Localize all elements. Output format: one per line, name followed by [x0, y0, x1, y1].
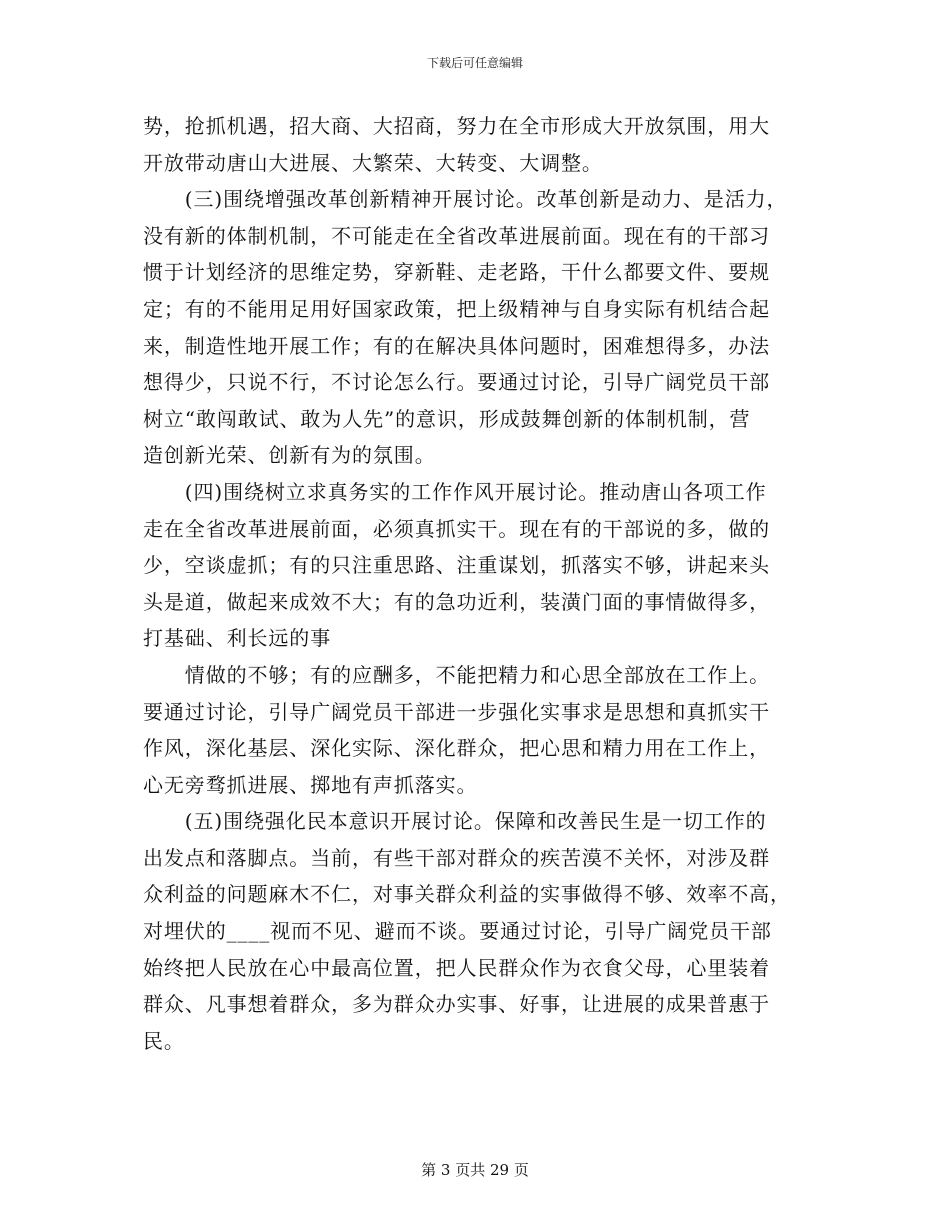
text-line: 势，抢抓机遇，招大商、大招商，努力在全市形成大开放氛围，用大: [143, 114, 770, 138]
text-line: 开放带动唐山大进展、大繁荣、大转变、大调整。: [143, 150, 603, 175]
text-line: 少，空谈虚抓；有的只注重思路、注重谋划，抓落实不够，讲起来头: [143, 553, 770, 578]
text-line: 没有新的体制机制，不可能走在全省改革进展前面。现在有的干部习: [143, 223, 770, 248]
text-line: 惯于计划经济的思维定势，穿新鞋、走老路，干什么都要文件、要规: [143, 260, 770, 285]
paragraph: [143, 108, 813, 181]
paragraph: [143, 657, 813, 803]
paragraph: [143, 474, 813, 657]
paragraph: [143, 181, 813, 474]
text-line: 打基础、利长远的事: [143, 626, 332, 651]
paragraph: [143, 803, 813, 1059]
text-line: 走在全省改革进展前面，必须真抓实干。现在有的干部说的多，做的: [143, 516, 770, 541]
text-line: 情做的不够；有的应酬多，不能把精力和心思全部放在工作上。: [143, 662, 770, 687]
text-line: 始终把人民放在心中最高位置，把人民群众作为衣食父母，心里装着: [143, 955, 770, 980]
text-line: (四)围绕树立求真务实的工作作风开展讨论。推动唐山各项工作: [143, 479, 767, 504]
text-line: 出发点和落脚点。当前，有些干部对群众的疾苦漠不关怀，对涉及群: [143, 845, 770, 870]
text-line: 要通过讨论，引导广阔党员干部进一步强化实事求是思想和真抓实干: [143, 699, 770, 724]
text-line: 对埋伏的____视而不见、避而不谈。要通过讨论，引导广阔党员干部: [143, 919, 772, 944]
page-header: 下载后可任意编辑: [426, 56, 523, 70]
text-line: 群众、凡事想着群众，多为群众办实事、好事，让进展的成果普惠于: [143, 992, 770, 1017]
document-body: [143, 108, 813, 1059]
text-line: 众利益的问题麻木不仁，对事关群众利益的实事做得不够、效率不高，: [143, 882, 791, 907]
text-line: (三)围绕增强改革创新精神开展讨论。改革创新是动力、是活力，: [143, 187, 788, 212]
text-line: 作风，深化基层、深化实际、深化群众，把心思和精力用在工作上，: [143, 736, 770, 761]
text-line: 头是道，做起来成效不大；有的急功近利，装潢门面的事情做得多，: [143, 589, 770, 614]
text-line: 造创新光荣、创新有为的氛围。: [143, 443, 436, 468]
text-line: (五)围绕强化民本意识开展讨论。保障和改善民生是一切工作的: [143, 809, 767, 834]
text-line: 想得少，只说不行，不讨论怎么行。要通过讨论，引导广阔党员干部: [143, 370, 770, 395]
text-line: 心无旁骛抓进展、掷地有声抓落实。: [143, 772, 478, 797]
text-line: 树立“敢闯敢试、敢为人先”的意识，形成鼓舞创新的体制机制，营: [143, 406, 751, 431]
page-number-footer: 第 3 页共 29 页: [421, 1161, 529, 1179]
text-line: 民。: [143, 1028, 185, 1053]
text-line: 定；有的不能用足用好国家政策，把上级精神与自身实际有机结合起: [143, 296, 770, 321]
text-line: 来，制造性地开展工作；有的在解决具体问题时，困难想得多，办法: [143, 333, 770, 358]
